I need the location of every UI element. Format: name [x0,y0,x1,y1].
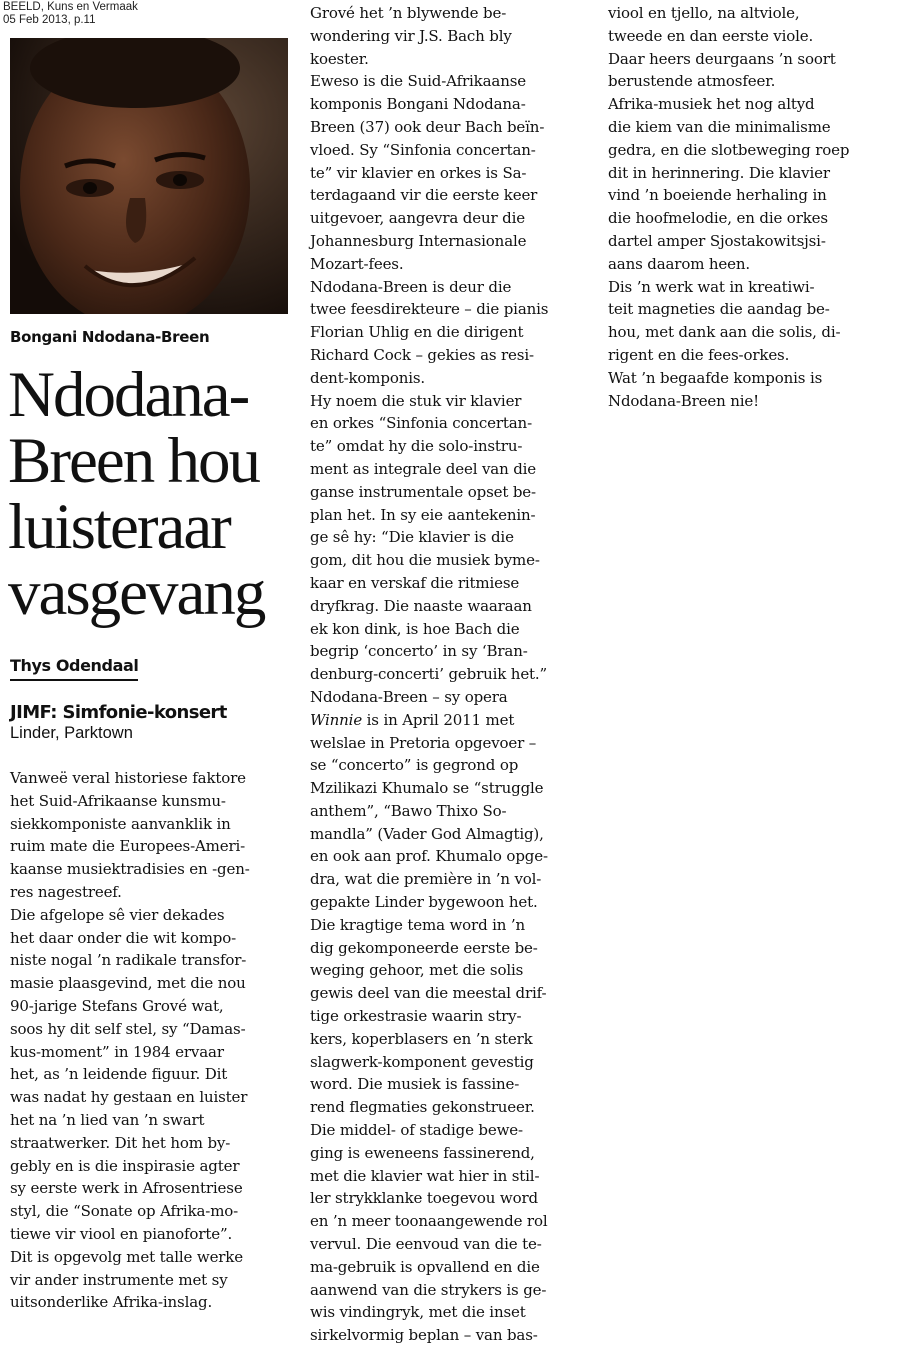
article-paragraph [310,1119,590,1347]
article-line: tiewe vir viool en pianoforte”. [10,1224,233,1243]
article-line: vloed. Sy “Sinfonia concertan- [310,140,536,159]
article-line: tweede en dan eerste viole. [608,26,814,45]
article-line: het na ’n lied van ’n swart [10,1110,205,1129]
article-line: Daar heers deurgaans ’n soort [608,49,836,68]
article-line: sy eerste werk in Afrosentriese [10,1179,243,1198]
article-line: die kiem van die minimalisme [608,117,831,136]
article-line: Mzilikazi Khumalo se “struggle [310,779,544,798]
article-line: dig gekomponeerde eerste be- [310,938,538,957]
article-line: aans daarom heen. [608,254,750,273]
event-title: JIMF: Simfonie-konsert [10,702,227,723]
article-line: siekkomponiste aanvanklik in [10,814,231,833]
article-line: Winnie is in April 2011 met [310,710,515,729]
article-line: hou, met dank aan die solis, di- [608,323,841,342]
article-line: mandla” (Vader God Almagtig), [310,824,544,843]
article-line: wis vindingryk, met die inset [310,1303,526,1322]
article-line: Afrika-musiek het nog altyd [608,95,815,114]
article-line: anthem”, “Bawo Thixo So- [310,801,507,820]
article-line: soos hy dit self stel, sy “Damas- [10,1019,246,1038]
article-line: niste nogal ’n radikale transfor- [10,951,247,970]
article-line: ganse instrumentale opset be- [310,482,536,501]
article-line: kus-moment” in 1984 ervaar [10,1042,224,1061]
article-paragraph [10,767,290,904]
headline-line: luisteraar [8,491,230,563]
article-line: ma-gebruik is opvallend en die [310,1257,540,1276]
article-line: was nadat hy gestaan en luister [10,1088,248,1107]
article-column-2 [310,2,590,1347]
article-line: kaar en verskaf die ritmiese [310,573,520,592]
article-line: se “concerto” is gegrond op [310,756,519,775]
article-line: ging is eweneens fassinerend, [310,1143,535,1162]
article-paragraph [310,390,590,686]
article-line: het Suid-Afrikaanse kunsmu- [10,791,226,810]
article-line: dryfkrag. Die naaste waaraan [310,596,532,615]
article-paragraph [608,2,893,93]
article-line: plan het. In sy eie aantekenin- [310,505,536,524]
article-paragraph [608,367,893,413]
source-publication: BEELD, Kuns en Vermaak [3,1,138,13]
article-paragraph [608,276,893,367]
article-line: Mozart-fees. [310,254,404,273]
article-line: Grové het ’n blywende be- [310,4,507,22]
article-line: rigent en die fees-orkes. [608,345,790,364]
article-line: berustende atmosfeer. [608,72,776,91]
article-line: ge sê hy: “Die klavier is die [310,528,514,547]
article-line: masie plaasgevind, met die nou [10,974,246,993]
article-line: sirkelvormig beplan – van bas- [310,1326,538,1345]
article-line: word. Die musiek is fassine- [310,1075,520,1094]
article-line: en ’n meer toonaangewende rol [310,1212,548,1231]
article-paragraph [310,686,590,914]
article-paragraph [310,2,590,70]
article-line: en orkes “Sinfonia concertan- [310,414,532,433]
headline [8,359,298,629]
article-line: tige orkestrasie waarin stry- [310,1007,522,1026]
article-line: die hoofmelodie, en die orkes [608,209,828,228]
article-line: straatwerker. Dit het hom by- [10,1133,231,1152]
article-column-1 [10,767,290,1314]
byline: Thys Odendaal [10,656,138,681]
source-date-page: 05 Feb 2013, p.11 [3,14,96,26]
article-line: Die kragtige tema word in ’n [310,915,526,934]
article-line: komponis Bongani Ndodana- [310,95,526,114]
article-line: uitgevoer, aangevra deur die [310,209,525,228]
article-line: vervul. Die eenvoud van die te- [310,1235,542,1254]
article-line: denburg-concerti’ gebruik het.” [310,665,548,684]
event-venue: Linder, Parktown [10,724,133,742]
article-line: Ndodana-Breen nie! [608,391,760,410]
article-line: gewis deel van die meestal drif- [310,984,547,1003]
article-line: Hy noem die stuk vir klavier [310,391,522,410]
article-line: koester. [310,49,369,68]
article-paragraph [10,904,290,1314]
article-line: gebly en is die inspirasie agter [10,1156,240,1175]
article-line: Dis ’n werk wat in kreatiwi- [608,277,815,296]
article-column-3 [608,2,893,412]
article-line: Die afgelope sê vier dekades [10,905,225,924]
article-paragraph [310,70,590,275]
photo-caption: Bongani Ndodana-Breen [10,328,210,346]
article-line: viool en tjello, na altviole, [608,4,800,22]
article-line: kers, koperblasers en ’n sterk [310,1029,533,1048]
article-line: slagwerk-komponent gevestig [310,1052,534,1071]
article-line: Ndodana-Breen is deur die [310,277,512,296]
article-line: Ndodana-Breen – sy opera [310,687,508,706]
article-line: Wat ’n begaafde komponis is [608,368,823,387]
headline-line: Breen hou [8,425,259,497]
article-line: vind ’n boeiende herhaling in [608,186,827,205]
article-line: ler strykklanke toegevou word [310,1189,538,1208]
article-line: en ook aan prof. Khumalo opge- [310,847,548,866]
article-paragraph [310,276,590,390]
article-line: wondering vir J.S. Bach bly [310,26,512,45]
article-line: dit in herinnering. Die klavier [608,163,830,182]
article-line: twee feesdirekteure – die pianis [310,300,549,319]
article-line: teit magneties die aandag be- [608,300,830,319]
article-line: dartel amper Sjostakowitsjsi- [608,231,826,250]
portrait-photo-icon [10,38,288,314]
article-line: het daar onder die wit kompo- [10,928,237,947]
article-line: Richard Cock – gekies as resi- [310,345,534,364]
article-line: terdagaand vir die eerste keer [310,186,538,205]
article-line: gepakte Linder bygewoon het. [310,893,538,912]
article-line: Johannesburg Internasionale [310,231,527,250]
article-line: kaanse musiektradisies en -gen- [10,860,250,879]
headline-line: Ndodana- [8,359,249,431]
article-line: welslae in Pretoria opgevoer – [310,733,537,752]
article-paragraph [310,914,590,1119]
article-line: gom, dit hou die musiek byme- [310,551,540,570]
article-line: ek kon dink, is hoe Bach die [310,619,520,638]
article-line: gedra, en die slotbeweging roep [608,140,850,159]
source-info [3,1,138,27]
article-line: Dit is opgevolg met talle werke [10,1247,243,1266]
article-line: dent-komponis. [310,368,426,387]
article-line: met die klavier wat hier in stil- [310,1166,540,1185]
article-line: uitsonderlike Afrika-inslag. [10,1293,213,1312]
article-line: dra, wat die première in ’n vol- [310,870,542,889]
article-paragraph [608,93,893,275]
article-line: het, as ’n leidende figuur. Dit [10,1065,228,1084]
article-line: ruim mate die Europees-Ameri- [10,837,246,856]
article-line: Breen (37) ook deur Bach beïn- [310,117,545,136]
article-line: te” omdat hy die solo-instru- [310,437,523,456]
article-line: Eweso is die Suid-Afrikaanse [310,72,526,91]
article-line: Vanweë veral historiese faktore [10,769,246,787]
article-line: ment as integrale deel van die [310,459,537,478]
article-line: aanwend van die strykers is ge- [310,1280,547,1299]
article-line: res nagestreef. [10,882,122,901]
article-line: 90-jarige Stefans Grové wat, [10,996,224,1015]
portrait-illustration [10,38,288,314]
article-line: styl, die “Sonate op Afrika-mo- [10,1202,239,1221]
article-line: vir ander instrumente met sy [10,1270,228,1289]
headline-line: vasgevang [8,557,265,629]
article-line: rend flegmaties gekonstrueer. [310,1098,535,1117]
article-line: Die middel- of stadige bewe- [310,1121,523,1140]
article-line: begrip ‘concerto’ in sy ‘Bran- [310,642,528,661]
article-line: weging gehoor, met die solis [310,961,524,980]
article-line: Florian Uhlig en die dirigent [310,323,524,342]
article-line: te” vir klavier en orkes is Sa- [310,163,527,182]
